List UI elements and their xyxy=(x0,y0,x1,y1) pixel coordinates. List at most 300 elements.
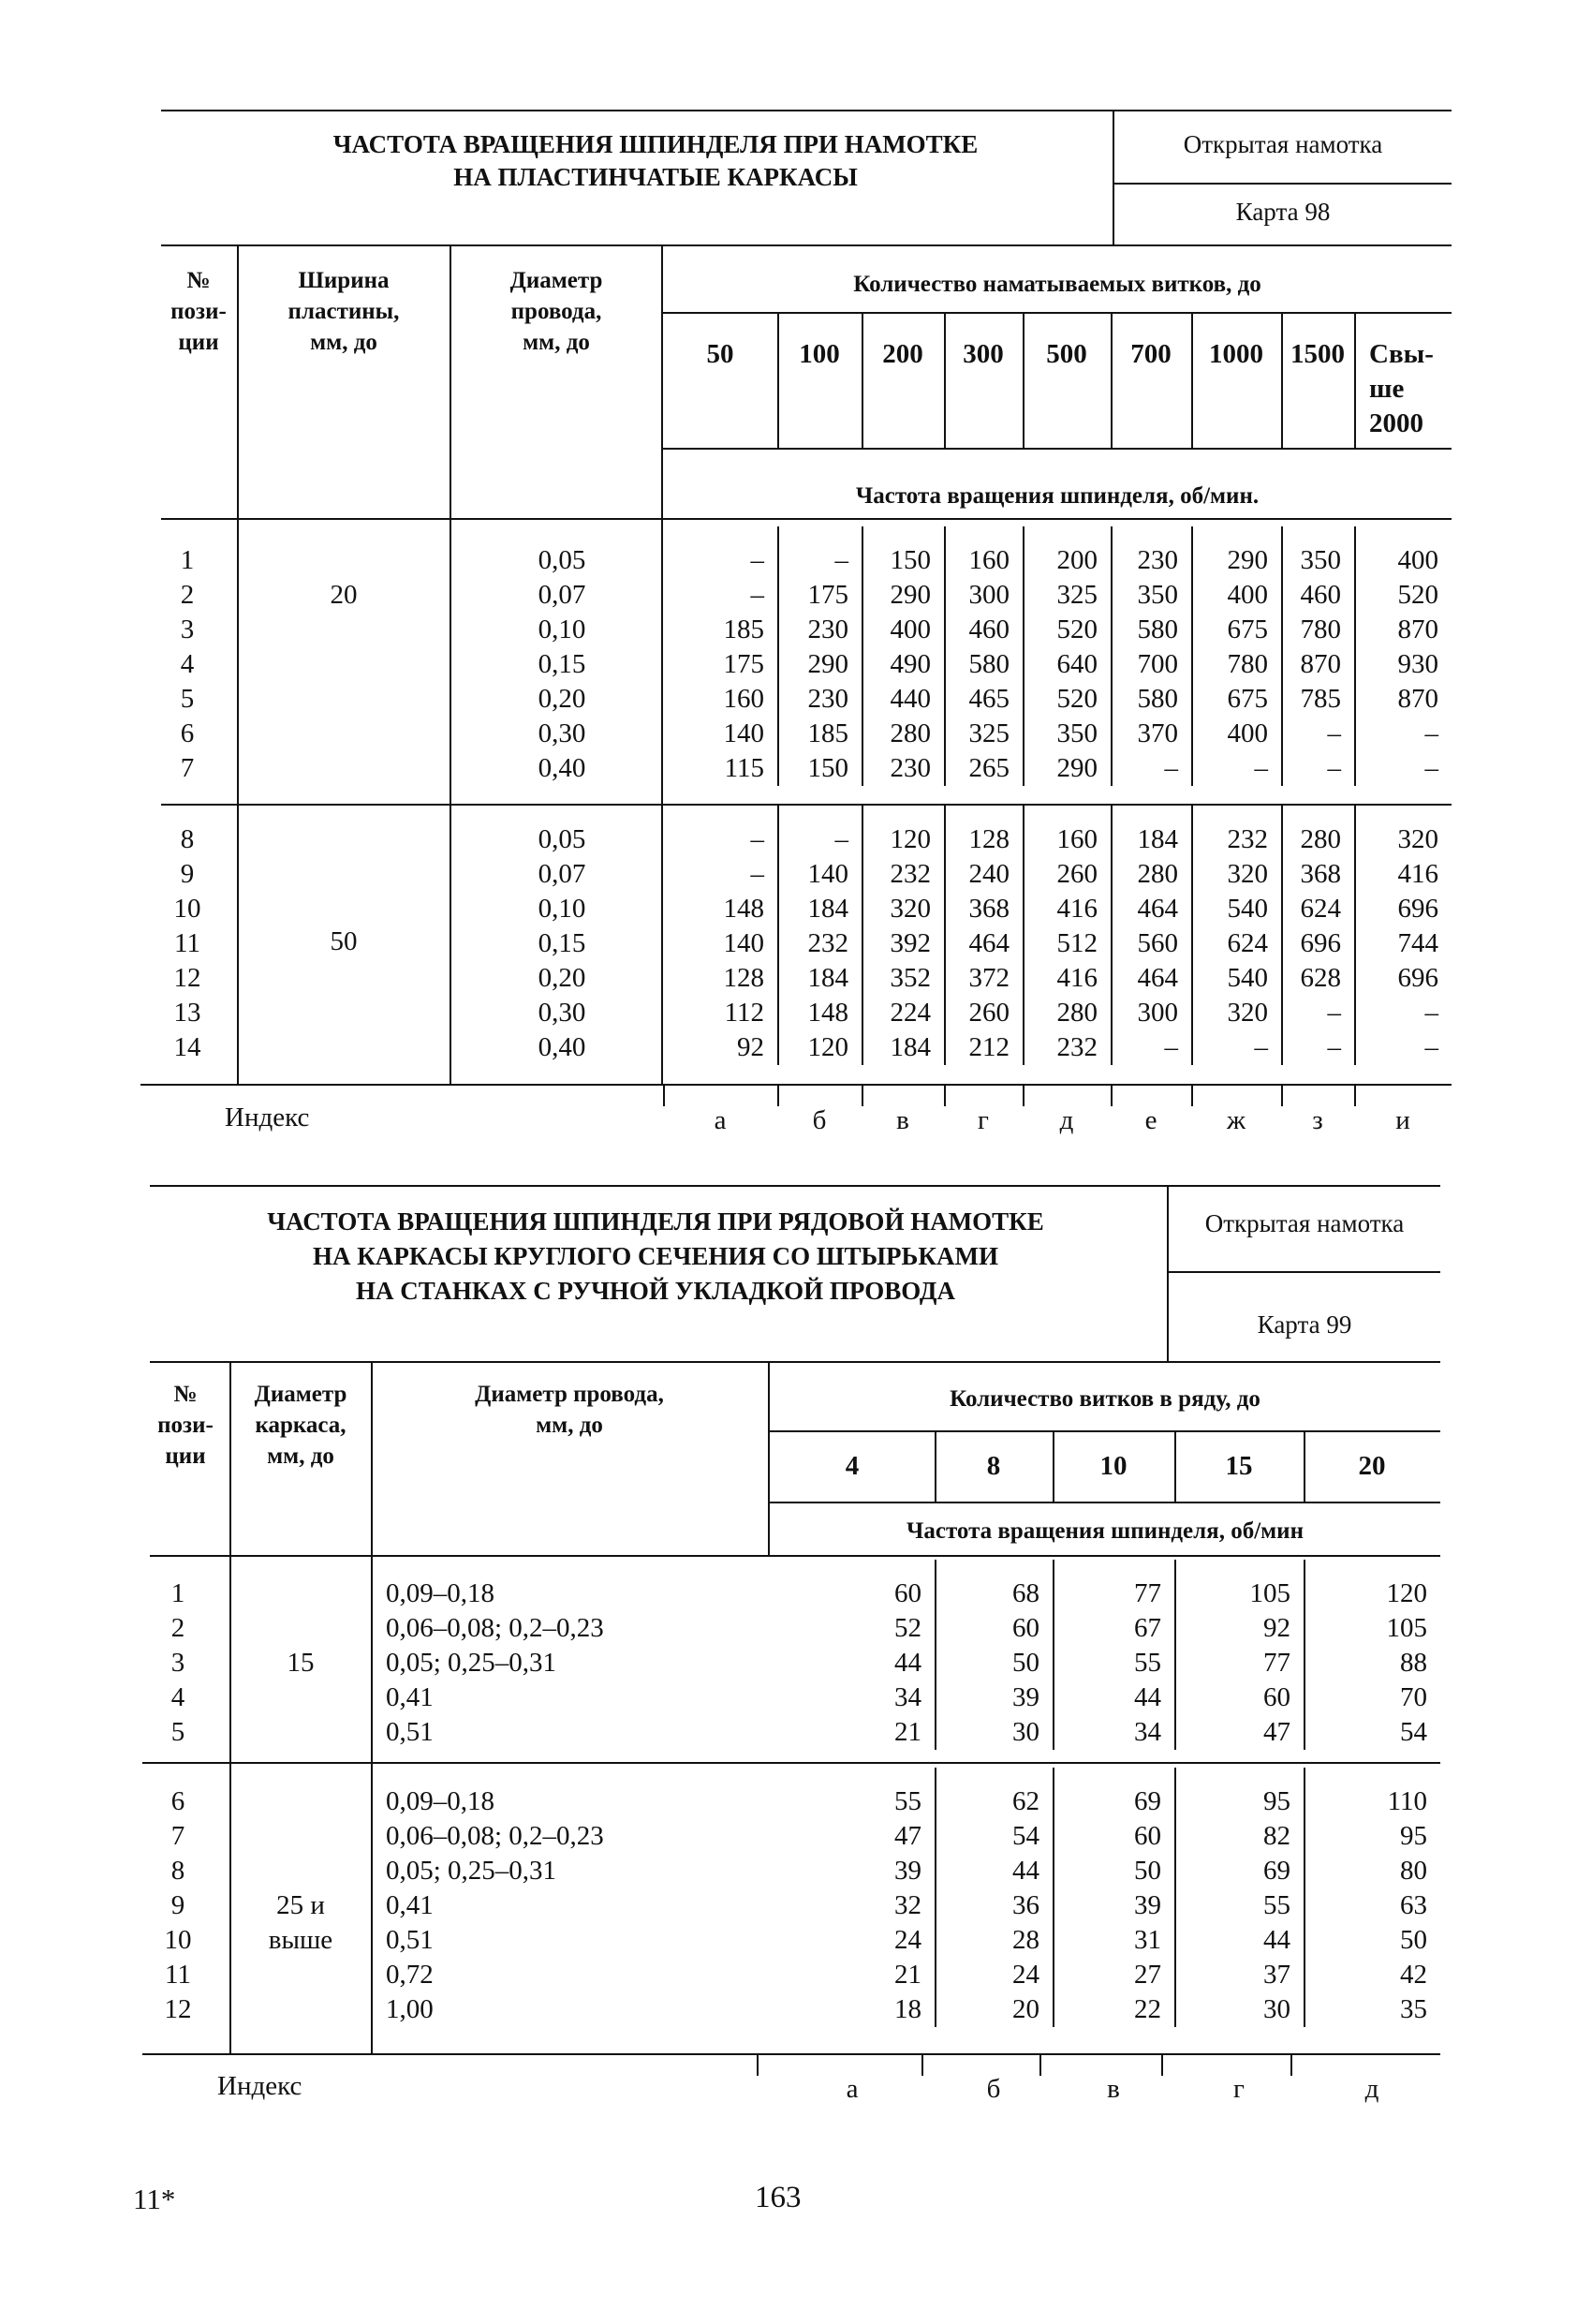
col-divider xyxy=(371,1363,373,2054)
table-cell: 140 xyxy=(723,928,764,958)
table-cell: 88 xyxy=(1400,1648,1427,1678)
table-cell: 290 xyxy=(1227,545,1268,575)
table-cell: 55 xyxy=(1263,1890,1290,1920)
col-divider xyxy=(1191,314,1193,448)
header-line: ше xyxy=(1369,374,1405,404)
tick xyxy=(1354,1086,1356,1106)
table-cell: 930 xyxy=(1397,649,1438,679)
table-cell: 785 xyxy=(1300,684,1341,714)
frame-line: 15 xyxy=(287,1648,315,1678)
table-cell: 34 xyxy=(1134,1717,1161,1747)
table-cell: 24 xyxy=(894,1925,921,1955)
table-cell: 540 xyxy=(1227,963,1268,993)
table-cell: 416 xyxy=(1397,859,1438,889)
table-cell: 580 xyxy=(968,649,1010,679)
wire-diameter: 0,05; 0,25–0,31 xyxy=(386,1856,557,1886)
table-cell: 92 xyxy=(1263,1613,1290,1643)
header-line: пози- xyxy=(157,1413,214,1438)
header-line: пози- xyxy=(170,299,227,324)
header-sep xyxy=(1169,1271,1440,1273)
table-cell: 140 xyxy=(807,859,848,889)
table-cell: 44 xyxy=(1263,1925,1290,1955)
table-cell: 68 xyxy=(1012,1578,1039,1608)
table-cell: 52 xyxy=(894,1613,921,1643)
wire-diameter: 0,40 xyxy=(538,753,586,783)
table-cell: 675 xyxy=(1227,614,1268,644)
table-cell: – xyxy=(750,580,764,610)
col-divider xyxy=(1354,314,1356,448)
col-wire-header xyxy=(452,265,660,358)
position-number: 14 xyxy=(173,1032,201,1062)
table-cell: 95 xyxy=(1400,1821,1427,1851)
table-cell: – xyxy=(750,545,764,575)
card98-title xyxy=(234,128,1077,194)
table-cell: 372 xyxy=(968,963,1010,993)
index-letter: д xyxy=(1059,1105,1074,1135)
table-cell: 77 xyxy=(1134,1578,1161,1608)
table-cell: 30 xyxy=(1012,1717,1039,1747)
wire-diameter: 0,07 xyxy=(538,580,586,610)
card-label: Карта 98 xyxy=(1235,198,1331,226)
header-line: Диаметр провода, xyxy=(475,1382,664,1407)
table-cell: 400 xyxy=(1397,545,1438,575)
table-cell: 44 xyxy=(1012,1856,1039,1886)
wire-diameter: 0,15 xyxy=(538,928,586,958)
table-cell: 120 xyxy=(807,1032,848,1062)
position-number: 12 xyxy=(173,963,201,993)
table-cell: 416 xyxy=(1056,894,1098,924)
wire-diameter: 0,09–0,18 xyxy=(386,1786,494,1816)
turn-head: 20 xyxy=(1358,1451,1386,1481)
table-cell: 60 xyxy=(1012,1613,1039,1643)
table-cell: 465 xyxy=(968,684,1010,714)
table-cell: 350 xyxy=(1056,718,1098,748)
position-number: 11 xyxy=(165,1960,191,1990)
tick xyxy=(862,1086,863,1106)
table-cell: 105 xyxy=(1386,1613,1427,1643)
table-cell: 185 xyxy=(807,718,848,748)
table-cell: 69 xyxy=(1263,1856,1290,1886)
wire-diameter: 0,20 xyxy=(538,684,586,714)
wire-diameter: 0,41 xyxy=(386,1890,434,1920)
table-cell: 624 xyxy=(1300,894,1341,924)
table-cell: 464 xyxy=(1137,894,1178,924)
table-cell: 870 xyxy=(1397,614,1438,644)
wire-diameter: 0,05 xyxy=(538,824,586,854)
header-bottom-rule xyxy=(150,1555,1440,1557)
header-sep xyxy=(663,312,1452,314)
table-cell: 184 xyxy=(807,963,848,993)
col-turns-header: Количество наматываемых витков, до xyxy=(853,272,1261,297)
table-cell: 560 xyxy=(1137,928,1178,958)
table-bottom-rule xyxy=(140,1084,1452,1086)
table-cell: 42 xyxy=(1400,1960,1427,1990)
col-divider xyxy=(1281,314,1283,448)
table-cell: 280 xyxy=(890,718,931,748)
wire-diameter: 0,09–0,18 xyxy=(386,1578,494,1608)
freq-label: Частота вращения шпинделя, об/мин xyxy=(907,1518,1304,1544)
table-cell: 148 xyxy=(723,894,764,924)
col-pos-header xyxy=(142,1379,228,1472)
group-sep xyxy=(142,1762,1440,1764)
group-sep xyxy=(161,804,1452,806)
position-number: 2 xyxy=(180,580,195,610)
turn-head: 4 xyxy=(845,1451,860,1481)
table-cell: 464 xyxy=(1137,963,1178,993)
turn-head: 500 xyxy=(1046,339,1087,369)
table-cell: 280 xyxy=(1137,859,1178,889)
index-letter: з xyxy=(1312,1105,1323,1135)
tick xyxy=(921,2055,923,2076)
index-letter: ж xyxy=(1226,1105,1246,1135)
table-cell: – xyxy=(750,859,764,889)
table-cell: 50 xyxy=(1134,1856,1161,1886)
table-cell: – xyxy=(1424,753,1438,783)
col-divider xyxy=(450,246,451,1085)
table-cell: 460 xyxy=(1300,580,1341,610)
col-divider xyxy=(862,314,863,448)
header-line: пластины, xyxy=(287,299,400,324)
plate-width: 20 xyxy=(330,580,358,610)
frame-diameter xyxy=(232,1646,369,1680)
table-cell: 184 xyxy=(1137,824,1178,854)
index-label: Индекс xyxy=(225,1103,310,1132)
index-letter: г xyxy=(978,1105,989,1135)
table-cell: 150 xyxy=(890,545,931,575)
table-cell: 184 xyxy=(807,894,848,924)
position-number: 6 xyxy=(170,1786,185,1816)
table-cell: 39 xyxy=(894,1856,921,1886)
position-number: 7 xyxy=(180,753,195,783)
tick xyxy=(1039,2055,1041,2076)
col-wire-header xyxy=(373,1379,766,1441)
position-number: 1 xyxy=(170,1578,185,1608)
table-cell: 175 xyxy=(807,580,848,610)
turn-head: 1500 xyxy=(1290,339,1345,369)
table-cell: 112 xyxy=(724,998,764,1028)
table-cell: 520 xyxy=(1056,614,1098,644)
table-cell: 368 xyxy=(1300,859,1341,889)
table-cell: 230 xyxy=(807,684,848,714)
table-cell: 675 xyxy=(1227,684,1268,714)
table-cell: 325 xyxy=(968,718,1010,748)
col-width-header xyxy=(240,265,448,358)
header-line: мм, до xyxy=(310,330,377,355)
table-cell: 120 xyxy=(890,824,931,854)
table-cell: 128 xyxy=(968,824,1010,854)
card99-title xyxy=(187,1205,1124,1309)
wire-diameter: 0,51 xyxy=(386,1925,434,1955)
top-rule xyxy=(161,110,1452,111)
header-sep xyxy=(1114,183,1452,185)
header-line: ции xyxy=(165,1443,206,1469)
table-cell: 110 xyxy=(1387,1786,1427,1816)
header-sep xyxy=(663,448,1452,450)
position-number: 13 xyxy=(173,998,201,1028)
table-cell: 232 xyxy=(807,928,848,958)
table-cell: 120 xyxy=(1386,1578,1427,1608)
col-divider xyxy=(1023,314,1024,448)
tick xyxy=(1191,1086,1193,1106)
index-letter: б xyxy=(986,2074,1001,2104)
table-cell: 230 xyxy=(890,753,931,783)
table-cell: 80 xyxy=(1400,1856,1427,1886)
wire-diameter: 0,05 xyxy=(538,545,586,575)
frame-diameter xyxy=(232,1888,369,1958)
index-letter: в xyxy=(896,1105,909,1135)
table-cell: 440 xyxy=(890,684,931,714)
table-cell: 37 xyxy=(1263,1960,1290,1990)
wire-diameter: 0,51 xyxy=(386,1717,434,1747)
wire-diameter: 0,10 xyxy=(538,614,586,644)
title-line: НА КАРКАСЫ КРУГЛОГО СЕЧЕНИЯ СО ШТЫРЬКАМИ xyxy=(313,1242,998,1270)
table-cell: 232 xyxy=(890,859,931,889)
table-cell: 200 xyxy=(1056,545,1098,575)
table-cell: 50 xyxy=(1400,1925,1427,1955)
table-cell: 70 xyxy=(1400,1682,1427,1712)
table-cell: 400 xyxy=(1227,718,1268,748)
table-cell: – xyxy=(1327,718,1341,748)
header-line: 2000 xyxy=(1369,408,1423,438)
table-cell: – xyxy=(1164,753,1178,783)
col-divider xyxy=(237,246,239,1085)
table-cell: 34 xyxy=(894,1682,921,1712)
table-cell: 240 xyxy=(968,859,1010,889)
position-number: 5 xyxy=(170,1717,185,1747)
index-letter: в xyxy=(1107,2074,1120,2104)
title-line: ЧАСТОТА ВРАЩЕНИЯ ШПИНДЕЛЯ ПРИ РЯДОВОЙ НАМОТКЕ xyxy=(267,1207,1044,1236)
position-number: 4 xyxy=(180,649,195,679)
table-cell: – xyxy=(1327,753,1341,783)
table-cell: 160 xyxy=(968,545,1010,575)
table-cell: 20 xyxy=(1012,1994,1039,2024)
table-cell: 325 xyxy=(1056,580,1098,610)
col-divider xyxy=(944,314,946,448)
table-cell: – xyxy=(1424,998,1438,1028)
wire-diameter: 0,30 xyxy=(538,998,586,1028)
table-cell: 260 xyxy=(1056,859,1098,889)
table-cell: 290 xyxy=(890,580,931,610)
table-cell: 160 xyxy=(1056,824,1098,854)
frame-line: выше xyxy=(268,1925,333,1955)
table-cell: 92 xyxy=(737,1032,764,1062)
table-cell: 30 xyxy=(1263,1994,1290,2024)
table-cell: 232 xyxy=(1227,824,1268,854)
position-number: 4 xyxy=(170,1682,185,1712)
wire-diameter: 0,06–0,08; 0,2–0,23 xyxy=(386,1613,604,1643)
tick xyxy=(1290,2055,1292,2076)
index-letter: б xyxy=(812,1105,827,1135)
table-cell: 352 xyxy=(890,963,931,993)
winding-type: Открытая намотка xyxy=(1204,1209,1405,1237)
table-cell: 224 xyxy=(890,998,931,1028)
table-cell: 21 xyxy=(894,1960,921,1990)
turn-head-last xyxy=(1358,337,1463,441)
table-cell: 320 xyxy=(1227,859,1268,889)
position-number: 6 xyxy=(180,718,195,748)
table-cell: 27 xyxy=(1134,1960,1161,1990)
title-line: ЧАСТОТА ВРАЩЕНИЯ ШПИНДЕЛЯ ПРИ НАМОТКЕ xyxy=(332,130,979,158)
col-frame-header xyxy=(232,1379,369,1472)
plate-width: 50 xyxy=(330,926,358,956)
title-line: НА СТАНКАХ С РУЧНОЙ УКЛАДКОЙ ПРОВОДА xyxy=(355,1277,955,1305)
wire-diameter: 0,30 xyxy=(538,718,586,748)
table-cell: 175 xyxy=(723,649,764,679)
table-cell: 696 xyxy=(1397,894,1438,924)
index-letter: е xyxy=(1144,1105,1157,1135)
header-sep xyxy=(770,1430,1440,1432)
table-cell: 60 xyxy=(894,1578,921,1608)
table-cell: 230 xyxy=(807,614,848,644)
table-cell: 280 xyxy=(1300,824,1341,854)
wire-diameter: 0,41 xyxy=(386,1682,434,1712)
position-number: 9 xyxy=(170,1890,185,1920)
table-cell: 160 xyxy=(723,684,764,714)
table-cell: 320 xyxy=(1227,998,1268,1028)
table-cell: – xyxy=(1164,1032,1178,1062)
turn-head: 8 xyxy=(986,1451,1001,1481)
table-cell: 744 xyxy=(1397,928,1438,958)
table-cell: 82 xyxy=(1263,1821,1290,1851)
table-cell: 105 xyxy=(1249,1578,1290,1608)
position-number: 7 xyxy=(170,1821,185,1851)
wire-diameter: 0,40 xyxy=(538,1032,586,1062)
table-cell: 780 xyxy=(1300,614,1341,644)
header-line: № xyxy=(173,1382,198,1407)
table-cell: 50 xyxy=(1012,1648,1039,1678)
table-cell: 290 xyxy=(807,649,848,679)
tick xyxy=(1023,1086,1024,1106)
tick xyxy=(663,1086,665,1106)
table-cell: – xyxy=(750,824,764,854)
table-cell: 350 xyxy=(1300,545,1341,575)
table-cell: 260 xyxy=(968,998,1010,1028)
index-label: Индекс xyxy=(217,2071,302,2101)
position-number: 2 xyxy=(170,1613,185,1643)
table-cell: 69 xyxy=(1134,1786,1161,1816)
top-rule xyxy=(150,1185,1440,1187)
table-cell: 628 xyxy=(1300,963,1341,993)
table-cell: 512 xyxy=(1056,928,1098,958)
title-line: НА ПЛАСТИНЧАТЫЕ КАРКАСЫ xyxy=(453,163,858,191)
index-letter: д xyxy=(1364,2074,1379,2104)
table-cell: 400 xyxy=(890,614,931,644)
header-line: ции xyxy=(178,330,219,355)
position-number: 3 xyxy=(180,614,195,644)
table-cell: 400 xyxy=(1227,580,1268,610)
wire-diameter: 0,05; 0,25–0,31 xyxy=(386,1648,557,1678)
turn-head: 700 xyxy=(1130,339,1172,369)
table-cell: – xyxy=(1327,998,1341,1028)
table-cell: 392 xyxy=(890,928,931,958)
table-cell: 460 xyxy=(968,614,1010,644)
page-number: 163 xyxy=(755,2181,802,2214)
turn-head: 300 xyxy=(963,339,1004,369)
table-cell: 870 xyxy=(1300,649,1341,679)
table-bottom-rule xyxy=(142,2053,1440,2055)
wire-diameter: 0,06–0,08; 0,2–0,23 xyxy=(386,1821,604,1851)
table-cell: 464 xyxy=(968,928,1010,958)
table-cell: 54 xyxy=(1400,1717,1427,1747)
table-cell: – xyxy=(1424,1032,1438,1062)
position-number: 11 xyxy=(174,928,200,958)
table-cell: 35 xyxy=(1400,1994,1427,2024)
position-number: 1 xyxy=(180,545,195,575)
table-cell: 320 xyxy=(890,894,931,924)
table-cell: 370 xyxy=(1137,718,1178,748)
table-cell: 580 xyxy=(1137,684,1178,714)
position-number: 12 xyxy=(164,1994,192,2024)
table-top-rule xyxy=(150,1361,1440,1363)
wire-diameter: 0,10 xyxy=(538,894,586,924)
wire-diameter: 1,00 xyxy=(386,1994,434,2024)
table-cell: 580 xyxy=(1137,614,1178,644)
table-cell: 290 xyxy=(1056,753,1098,783)
table-cell: 640 xyxy=(1056,649,1098,679)
wire-diameter: 0,07 xyxy=(538,859,586,889)
wire-diameter: 0,72 xyxy=(386,1960,434,1990)
table-cell: 63 xyxy=(1400,1890,1427,1920)
table-cell: – xyxy=(1254,1032,1268,1062)
col-divider xyxy=(1111,314,1113,448)
table-cell: 47 xyxy=(894,1821,921,1851)
position-number: 8 xyxy=(170,1856,185,1886)
table-cell: 77 xyxy=(1263,1648,1290,1678)
position-number: 5 xyxy=(180,684,195,714)
table-cell: 280 xyxy=(1056,998,1098,1028)
turn-head: 1000 xyxy=(1209,339,1263,369)
tick xyxy=(1281,1086,1283,1106)
wire-diameter: 0,15 xyxy=(538,649,586,679)
position-number: 10 xyxy=(173,894,201,924)
table-cell: 95 xyxy=(1263,1786,1290,1816)
table-cell: – xyxy=(834,545,848,575)
table-cell: 47 xyxy=(1263,1717,1290,1747)
index-letter: а xyxy=(846,2074,859,2104)
table-cell: 28 xyxy=(1012,1925,1039,1955)
header-line: мм, до xyxy=(523,330,590,355)
tick xyxy=(1111,1086,1113,1106)
tick xyxy=(777,1086,779,1106)
table-cell: 696 xyxy=(1300,928,1341,958)
table-cell: 32 xyxy=(894,1890,921,1920)
header-line: Диаметр xyxy=(509,268,603,293)
table-cell: 185 xyxy=(723,614,764,644)
table-cell: 870 xyxy=(1397,684,1438,714)
table-cell: 624 xyxy=(1227,928,1268,958)
table-cell: 300 xyxy=(1137,998,1178,1028)
position-number: 3 xyxy=(170,1648,185,1678)
tick xyxy=(1161,2055,1163,2076)
table-cell: 232 xyxy=(1056,1032,1098,1062)
wire-diameter: 0,20 xyxy=(538,963,586,993)
card-label: Карта 99 xyxy=(1257,1310,1352,1339)
table-cell: 350 xyxy=(1137,580,1178,610)
header-line: провода, xyxy=(510,299,602,324)
table-cell: 55 xyxy=(1134,1648,1161,1678)
index-letter: и xyxy=(1395,1105,1410,1135)
table-cell: 520 xyxy=(1397,580,1438,610)
turn-head: 200 xyxy=(882,339,923,369)
table-cell: 60 xyxy=(1263,1682,1290,1712)
table-cell: 320 xyxy=(1397,824,1438,854)
header-line: мм, до xyxy=(267,1443,334,1469)
header-line: № xyxy=(186,268,211,293)
table-cell: 24 xyxy=(1012,1960,1039,1990)
position-number: 9 xyxy=(180,859,195,889)
tick xyxy=(757,2055,759,2076)
table-cell: 780 xyxy=(1227,649,1268,679)
